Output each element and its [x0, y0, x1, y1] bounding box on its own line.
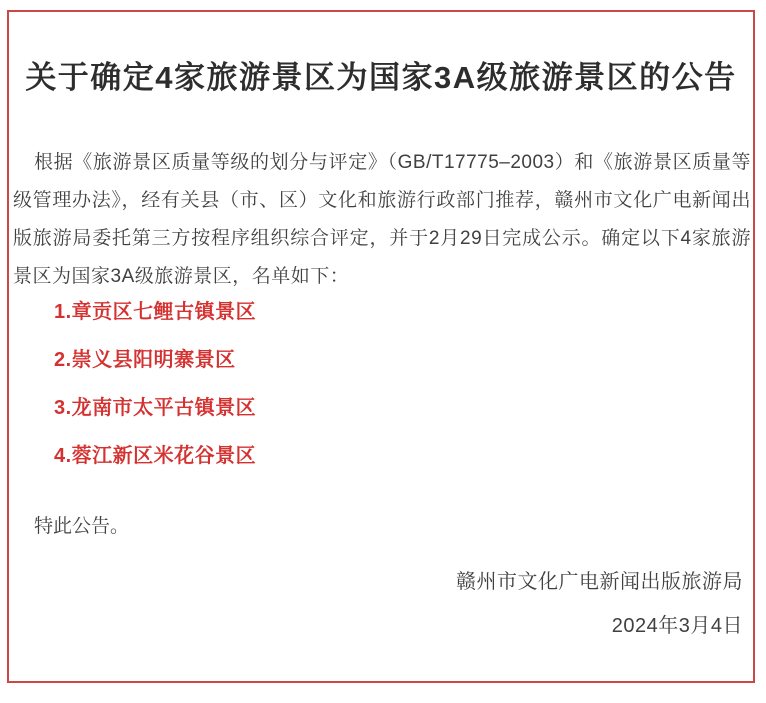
announcement-body-paragraph: 根据《旅游景区质量等级的划分与评定》（GB/T17775–2003）和《旅游景区质量等级管理办法》，经有关县（市、区）文化和旅游行政部门推荐，赣州市文化广电新闻出版旅游局委托第三方按程序组织综合评定，并于2月29日完成公示。确定以下4家旅游景区为国家3A级旅游景区，名单如下：	[13, 152, 751, 287]
document-red-frame	[7, 10, 755, 683]
scenic-spot-item-1: 1.章贡区七鲤古镇景区	[54, 301, 257, 323]
scenic-spot-item-4: 4.蓉江新区米花谷景区	[54, 445, 257, 467]
scenic-spot-list	[54, 302, 256, 494]
announcement-title: 关于确定4家旅游景区为国家3A级旅游景区的公告	[25, 60, 737, 95]
scenic-spot-item-2: 2.崇义县阳明寨景区	[54, 349, 236, 371]
scenic-spot-item-3: 3.龙南市太平古镇景区	[54, 397, 257, 419]
announcement-closing: 特此公告。	[34, 516, 130, 537]
announcement-date: 2024年3月4日	[611, 615, 743, 637]
announcement-issuer: 赣州市文化广电新闻出版旅游局	[456, 571, 743, 593]
